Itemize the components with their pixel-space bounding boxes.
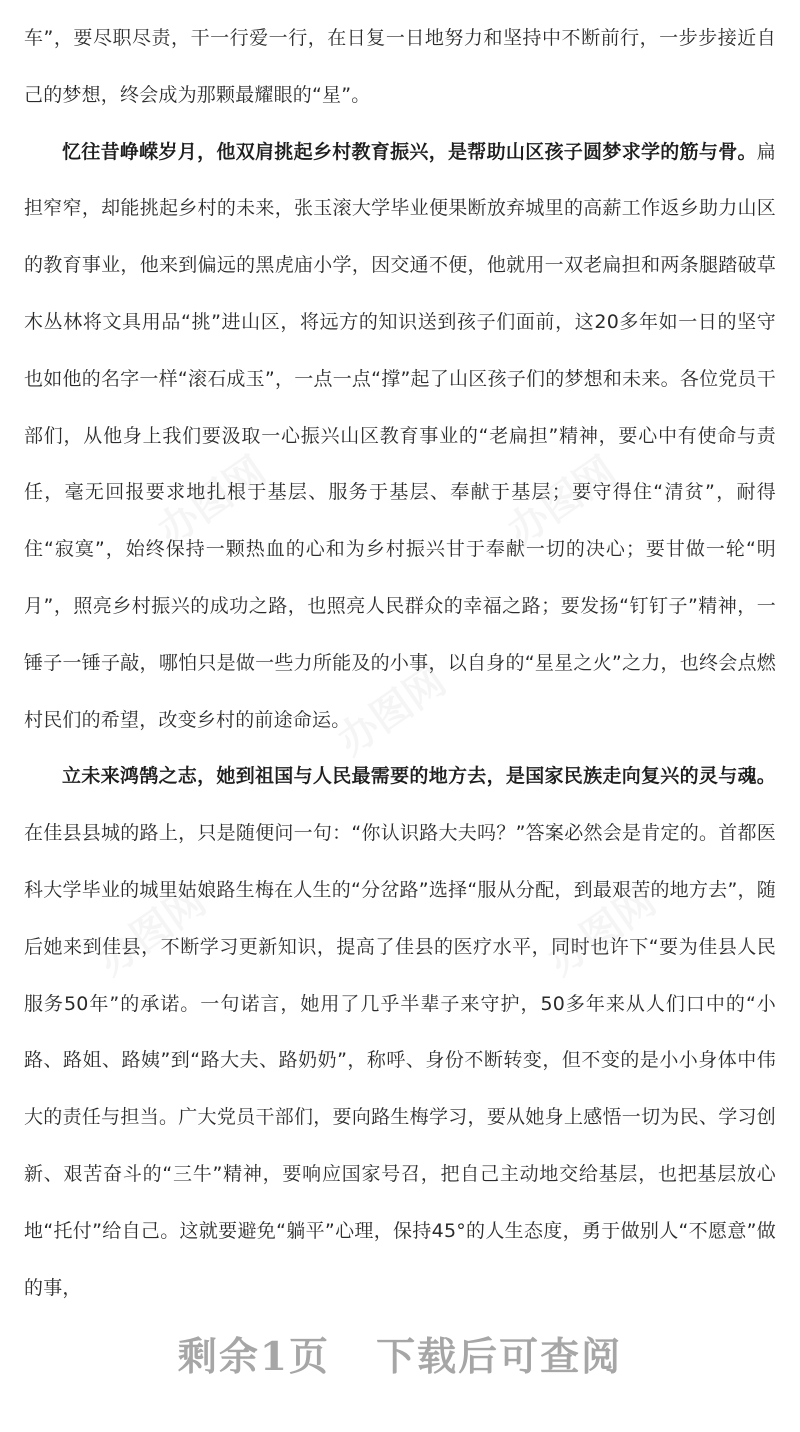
- download-to-view-label: 下载后可查阅: [376, 1334, 623, 1380]
- paragraph-continuation: [24, 10, 776, 124]
- paragraph-text: 车”，要尽职尽责，干一行爱一行，在日复一日地努力和坚持中不断前行，一步步接近自己的梦想，终会成为那颗最耀眼的“星”。: [24, 27, 776, 106]
- watermark-logo: 办图网: [539, 878, 665, 985]
- paragraph-lu-shengmei: [24, 748, 776, 1316]
- watermark-logo: 办图网: [499, 448, 625, 555]
- document-body: [24, 0, 776, 1316]
- watermark-logo: 办图网: [149, 448, 275, 555]
- paragraph-lead: 立未来鸿鹄之志，她到祖国与人民最需要的地方去，是国家民族走向复兴的灵与魂。: [62, 765, 776, 788]
- paragraph-text: 在佳县县城的路上，只是随便问一句：“你认识路大夫吗？”答案必然会是肯定的。首都医科大学毕业的城里姑娘路生梅在人生的“分岔路”选择“服从分配，到最艰苦的地方去”，随后她来到佳县，不断学习更新知识，提高了佳县的医疗水平，同时也许下“要为佳县人民服务50年”的承诺。一句诺言，她用了几乎半辈子来守护，50多年来从人们口中的“小路、路姐、路姨”到“路大夫、路奶奶”，称呼、身份不断转变，但不变的是小小身体中伟大的责任与担当。广大党员干部们，要向路生梅学习，要从她身上感悟一切为民、学习创新、艰苦奋斗的“三牛”精神，要响应国家号召，把自己主动地交给基层，也把基层放心地“托付”给自己。这就要避免“躺平”心理，保持45°的人生态度，勇于做别人“不愿意”做的事，: [24, 822, 776, 1299]
- remaining-pages-label: 剩余1页: [177, 1334, 331, 1380]
- paragraph-zhang-yugun: [24, 124, 776, 749]
- watermark-logo: 办图网: [89, 878, 215, 985]
- watermark-logo: 办图网: [329, 658, 455, 765]
- paragraph-text: 扁担窄窄，却能挑起乡村的未来，张玉滚大学毕业便果断放弃城里的高薪工作返乡助力山区的教育事业，他来到偏远的黑虎庙小学，因交通不便，他就用一双老扁担和两条腿踏破草木丛林将文具用品“挑”进山区，将远方的知识送到孩子们面前，这20多年如一日的坚守也如他的名字一样“滚石成玉”，一点一点“撑”起了山区孩子们的梦想和未来。各位党员干部们，从他身上我们要汲取一心振兴山区教育事业的“老扁担”精神，要心中有使命与责任，毫无回报要求地扎根于基层、服务于基层、奉献于基层；要守得住“清贫”，耐得住“寂寞”，始终保持一颗热血的心和为乡村振兴甘于奉献一切的决心；要甘做一轮“明月”，照亮乡村振兴的成功之路，也照亮人民群众的幸福之路；要发扬“钉钉子”精神，一锤子一锤子敲，哪怕只是做一些力所能及的小事，以自身的“星星之火”之力，也终会点燃村民们的希望，改变乡村的前途命运。: [24, 140, 776, 731]
- paragraph-lead: 忆往昔峥嵘岁月，他双肩挑起乡村教育振兴，是帮助山区孩子圆梦求学的筋与骨。: [62, 140, 757, 163]
- download-prompt-banner[interactable]: [0, 1326, 800, 1382]
